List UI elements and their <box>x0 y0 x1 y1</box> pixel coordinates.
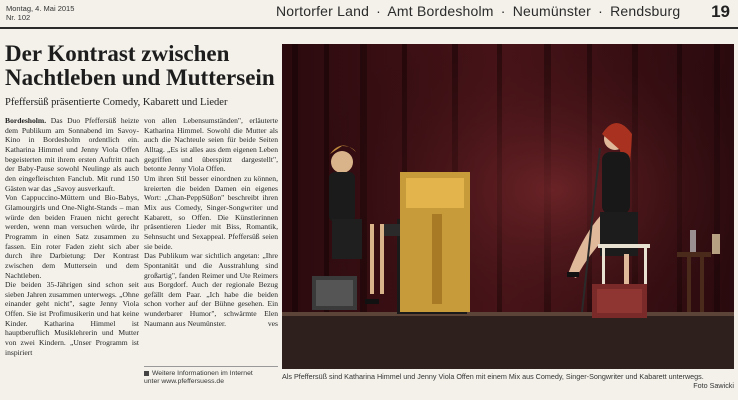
article-headline <box>5 42 279 90</box>
stage-photo-illustration <box>282 44 734 369</box>
section-rendsburg: Rendsburg <box>610 3 681 19</box>
separator-dot: · <box>598 3 603 19</box>
paragraph-1 <box>5 116 139 193</box>
paragraph-3: Die beiden 35-Jährigen sind schon seit sieben Jahren zusammen unterwegs. „Ohne einander geht nicht", sagte Jenny Viola Offen. Sie ist Profimusikerin und hat keine Kinder. Katharina Himmel ist hauptberuflich Musiklehrerin und Mutter von zwei Kindern. „Unser Programm ist inspiriert <box>5 280 139 357</box>
photo-credit: Foto Sawicki <box>693 381 734 390</box>
info-line-1: Weitere Informationen im Internet <box>152 370 253 377</box>
paragraph-2: Von Cappuccino-Müttern und Bio-Babys, Glamourgirls und One-Night-Stands – man würde den beiden Frauen nicht gerecht werden, wenn man versuchen würde, ihr Programm in einen Satz zusammen zu fassen. Ein roter Faden zieht sich aber durch ihre Darbietung: Der Kontrast zwischen dem Muttersein und dem Nachtleben. <box>5 193 139 280</box>
paragraph-6 <box>144 251 278 328</box>
article-subheadline: Pfeffersüß präsentierte Comedy, Kabarett und Lieder <box>5 97 228 108</box>
issue-number: Nr. 102 <box>6 13 31 22</box>
issue-date <box>6 4 74 22</box>
page-number: 19 <box>711 2 730 21</box>
section-header <box>276 3 680 19</box>
headline-line-2: Nachtleben und Muttersein <box>5 65 275 90</box>
paragraph-4: von allen Lebensumständen", erläuterte Katharina Himmel. Sowohl die Mutter als auch die Nachteule seien für beide Seiten Alltag. „Es ist alles aus dem eigenen Leben gegriffen und überspitzt dargestellt", betonte Jenny Viola Offen. <box>144 116 278 174</box>
photo-caption <box>282 372 734 390</box>
info-box <box>144 366 278 392</box>
upright-keyboard <box>400 172 470 312</box>
dateline: Bordesholm. <box>5 116 47 125</box>
author-sign: ves <box>267 318 278 328</box>
separator-dot: · <box>376 3 382 19</box>
paragraph-6-text: Das Publikum war sichtlich angetan: „Ihre Spontanität und die Ausstrahlung sind großartig", fanden Reimer und Ute Reimers aus Borgdorf. Auch der regionale Bezug gefällt dem Paar. „Ich habe die beiden schon vorher auf der Bühne gesehen. Ein wunderbarer Humor", schwärmte Elen Naumann aus Neumünster. <box>144 251 278 328</box>
paragraph-5: Um ihren Stil besser einordnen zu können, kreierten die beiden Damen ein eigenes Wort: „Chan-PeppSüßon" beschreibt ihren Mix aus Comedy, Singer-Songwriter und Kabarett, so Offen. Die Künstlerinnen präsentieren Lieder mit Biss, Romantik, Sehnsucht und Sexappeal. Pfeffersüß seien sie beide. <box>144 173 278 251</box>
section-neumuenster: Neumünster <box>512 3 591 19</box>
article-column-1 <box>5 116 139 396</box>
stage-photo <box>282 44 734 369</box>
section-bordesholm: Amt Bordesholm <box>387 3 494 19</box>
section-nortorf: Nortorfer Land <box>276 3 370 19</box>
bullet-square-icon <box>144 371 149 376</box>
info-line-2: unter www.pfeffersuess.de <box>144 378 224 386</box>
article-column-2 <box>144 116 278 364</box>
separator-dot: · <box>500 3 506 19</box>
header-rule <box>0 27 738 29</box>
caption-text: Als Pfeffersüß sind Katharina Himmel und Jenny Viola Offen mit einem Mix aus Comedy, Singer-Songwriter und Kabarett unterwegs. <box>282 372 704 381</box>
date-text: Montag, 4. Mai 2015 <box>6 4 75 13</box>
headline-line-1: Der Kontrast zwischen <box>5 41 230 66</box>
paragraph-1-text: Das Duo Pfeffersüß heizte dem Publikum am Sonnabend im Savoy-Kino in Bordesholm ordentlich ein. Katharina Himmel und Jenny Viola Offen begeisterten mit ihrem ersten Auftritt nach der Baby-Pause sowohl Neulinge als auch den eingefleischten Fanclub. Mit rund 150 Gästen war das „Savoy ausverkauft. <box>5 116 139 193</box>
stage-floor <box>282 312 734 369</box>
